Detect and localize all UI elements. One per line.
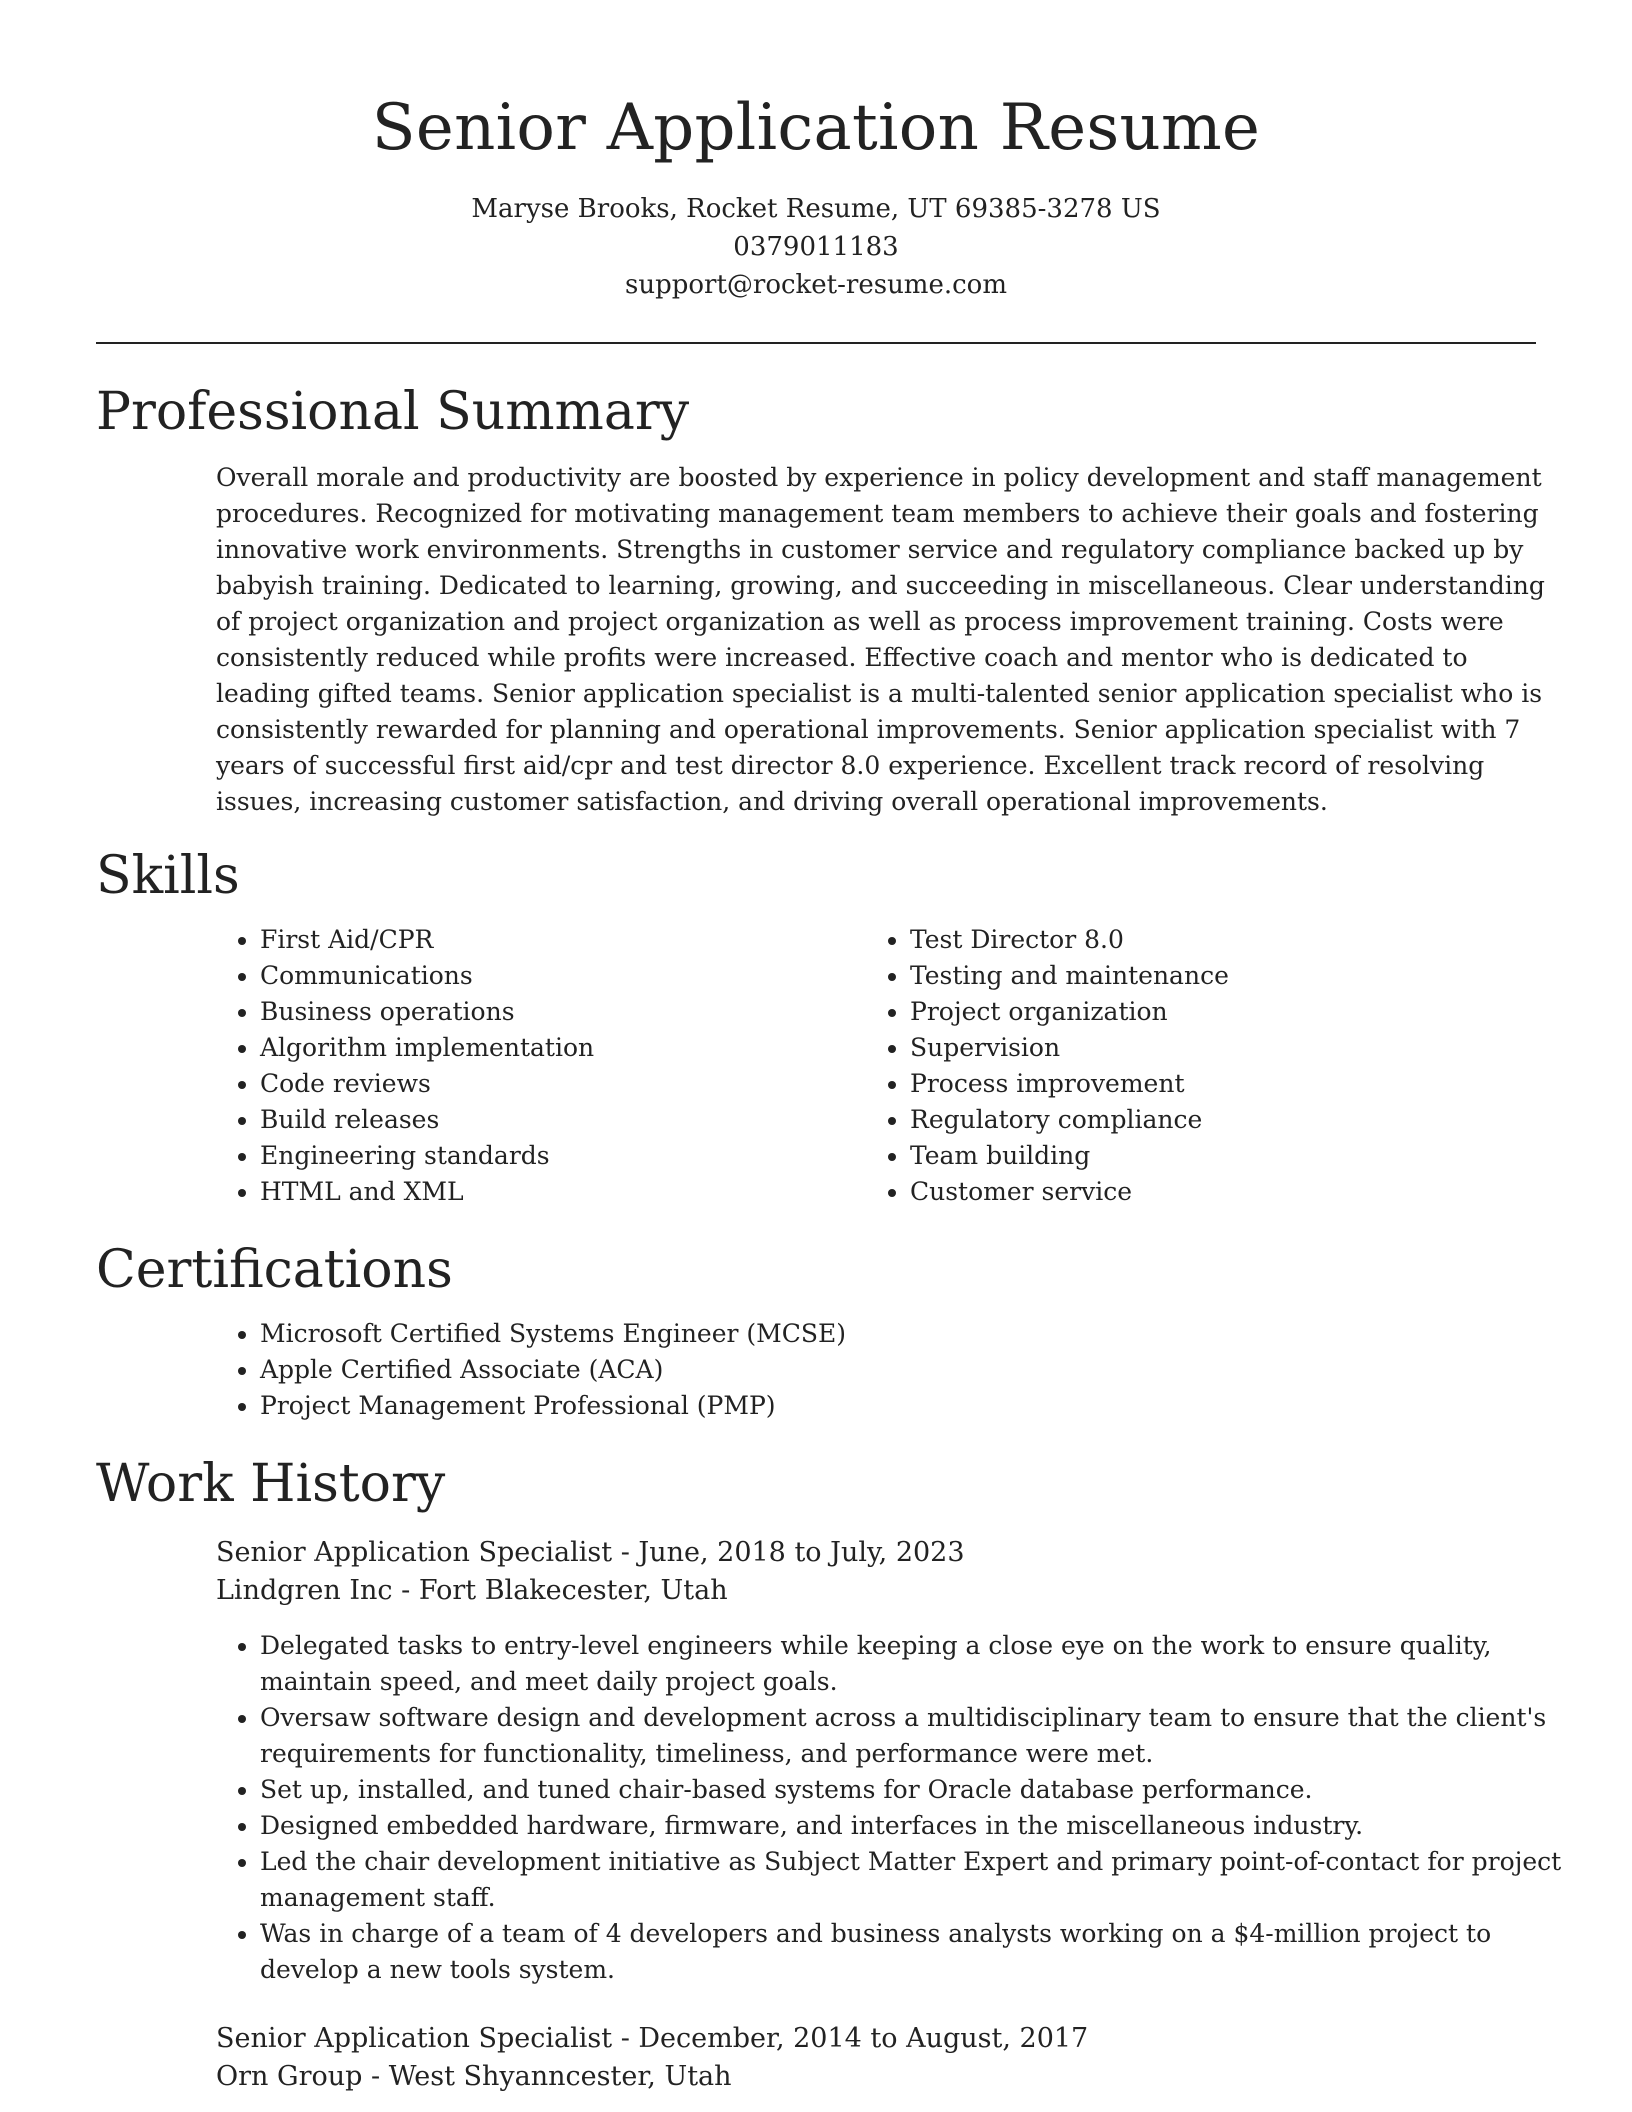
- certifications-list: [216, 1316, 1560, 1424]
- contact-email: support@rocket-resume.com: [624, 270, 1007, 300]
- job-company: Orn Group: [216, 2061, 363, 2092]
- section-title-work-history: Work History: [96, 1454, 446, 1514]
- list-item: • Project Management Professional (PMP): [260, 1388, 1560, 1424]
- list-item: • Supervision: [910, 1030, 1510, 1066]
- job-bullets: [216, 1628, 1570, 1988]
- list-item: • Testing and maintenance: [910, 958, 1510, 994]
- list-item: • Build releases: [260, 1102, 860, 1138]
- job-company-line: Orn Group - West Shyanncester, Utah: [216, 2061, 732, 2092]
- job-location: West Shyanncester, Utah: [388, 2061, 732, 2092]
- list-item: • Customer service: [910, 1174, 1510, 1210]
- job-title: Senior Application Specialist: [216, 1537, 613, 1568]
- list-item: • Oversaw software design and development across a multidisciplinary team to ensure that the client's requirements for functionality, timeliness, and performance were met.: [260, 1700, 1570, 1772]
- list-item: • Apple Certified Associate (ACA): [260, 1352, 1560, 1388]
- job-title: Senior Application Specialist: [216, 2023, 613, 2054]
- list-item: • First Aid/CPR: [260, 922, 860, 958]
- job-dates: June, 2018 to July, 2023: [638, 1537, 965, 1568]
- job-title-line: Senior Application Specialist - June, 2018 to July, 2023: [216, 1537, 965, 1568]
- job-company: Lindgren Inc: [216, 1575, 393, 1606]
- skills-list-left: [216, 922, 860, 1210]
- list-item: • Delegated tasks to entry-level engineers while keeping a close eye on the work to ensure quality, maintain speed, and meet daily project goals.: [260, 1628, 1570, 1700]
- list-item: • Engineering standards: [260, 1138, 860, 1174]
- skills-list-right: [866, 922, 1510, 1210]
- list-item: • Test Director 8.0: [910, 922, 1510, 958]
- job-location: Fort Blakecester, Utah: [418, 1575, 728, 1606]
- list-item: • Business operations: [260, 994, 860, 1030]
- resume-header: [96, 78, 1536, 304]
- list-item: • Microsoft Certified Systems Engineer (MCSE): [260, 1316, 1560, 1352]
- list-item: • Set up, installed, and tuned chair-based systems for Oracle database performance.: [260, 1772, 1570, 1808]
- contact-address: Maryse Brooks, Rocket Resume, UT 69385-3278 US: [471, 194, 1161, 224]
- section-title-skills: Skills: [96, 846, 240, 906]
- list-item: • Algorithm implementation: [260, 1030, 860, 1066]
- header-divider: [96, 342, 1536, 344]
- list-item: • Led the chair development initiative as Subject Matter Expert and primary point-of-contact for project management staff.: [260, 1844, 1570, 1916]
- summary-text: Overall morale and productivity are boosted by experience in policy development and staff management procedures. Recognized for motivating management team members to achieve their goals and fostering innovative work environments. Strengths in customer service and regulatory compliance backed up by babyish training. Dedicated to learning, growing, and succeeding in miscellaneous. Clear understanding of project organization and project organization as well as process improvement training. Costs were consistently reduced while profits were increased. Effective coach and mentor who is dedicated to leading gifted teams. Senior application specialist is a multi-talented senior application specialist who is consistently rewarded for planning and operational improvements. Senior application specialist with 7 years of successful first aid/cpr and test director 8.0 experience. Excellent track record of resolving issues, increasing customer satisfaction, and driving overall operational improvements.: [216, 463, 1545, 816]
- list-item: • Code reviews: [260, 1066, 860, 1102]
- list-item: • Process improvement: [910, 1066, 1510, 1102]
- contact-phone: 0379011183: [733, 232, 899, 262]
- section-title-summary: Professional Summary: [96, 382, 690, 442]
- list-item: • Designed embedded hardware, firmware, and interfaces in the miscellaneous industry.: [260, 1808, 1570, 1844]
- job-dates: December, 2014 to August, 2017: [638, 2023, 1089, 2054]
- job-title-line: Senior Application Specialist - December, 2014 to August, 2017: [216, 2023, 1089, 2054]
- list-item: • Communications: [260, 958, 860, 994]
- page-title: Senior Application Resume: [371, 91, 1261, 165]
- list-item: • Team building: [910, 1138, 1510, 1174]
- list-item: • HTML and XML: [260, 1174, 860, 1210]
- list-item: • Regulatory compliance: [910, 1102, 1510, 1138]
- job-company-line: Lindgren Inc - Fort Blakecester, Utah: [216, 1575, 728, 1606]
- section-title-certifications: Certifications: [96, 1240, 453, 1300]
- list-item: • Was in charge of a team of 4 developers and business analysts working on a $4-million project to develop a new tools system.: [260, 1916, 1570, 1988]
- list-item: • Project organization: [910, 994, 1510, 1030]
